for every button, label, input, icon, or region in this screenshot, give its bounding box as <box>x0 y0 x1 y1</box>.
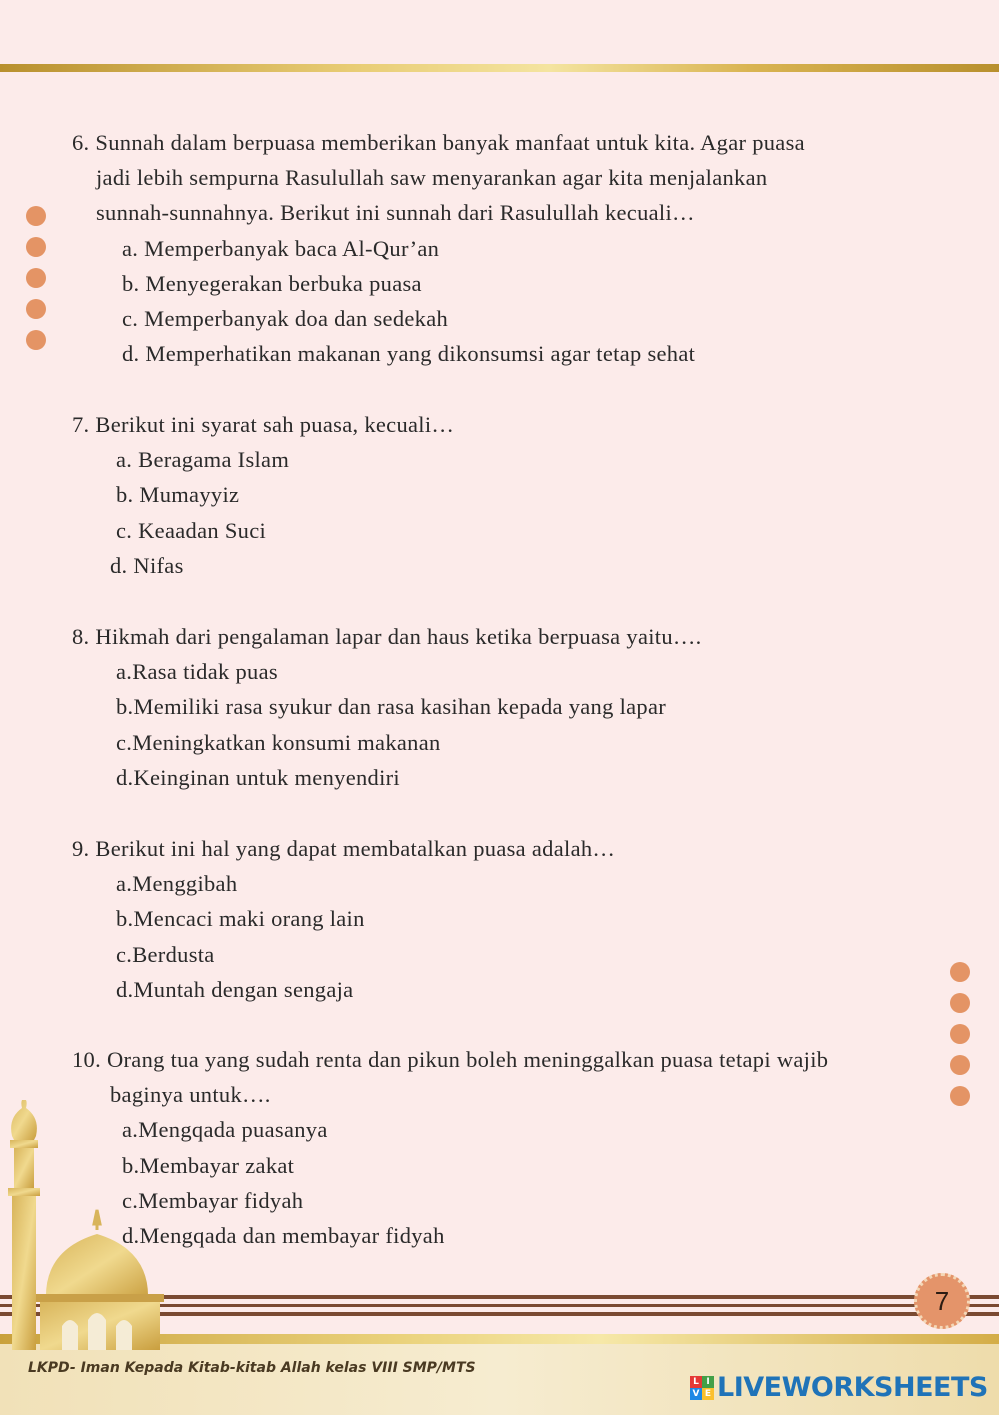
dot-decoration <box>950 1086 970 1106</box>
answer-option-b[interactable]: b.Memiliki rasa syukur dan rasa kasihan kepada yang lapar <box>116 694 667 720</box>
answer-option-b[interactable]: b.Membayar zakat <box>122 1152 295 1178</box>
answer-option-a[interactable]: a.Menggibah <box>116 871 238 897</box>
decorative-dots-right <box>950 962 972 1117</box>
answer-option-b[interactable]: b.Mencaci maki orang lain <box>116 906 365 932</box>
dot-decoration <box>26 206 46 226</box>
answer-option-c[interactable]: c. Memperbanyak doa dan sedekah <box>122 306 449 332</box>
answer-option-b[interactable]: b. Menyegerakan berbuka puasa <box>122 270 422 296</box>
question-text: 8. Hikmah dari pengalaman lapar dan haus ketika berpuasa yaitu…. <box>72 624 702 649</box>
question-text: 6. Sunnah dalam berpuasa memberikan banyak manfaat untuk kita. Agar puasa <box>72 130 805 155</box>
dot-decoration <box>26 299 46 319</box>
question-text: baginya untuk…. <box>110 1082 271 1108</box>
logo-letter: V <box>690 1388 702 1400</box>
question-9 <box>72 831 615 1007</box>
answer-option-c[interactable]: c.Berdusta <box>116 941 215 967</box>
answer-option-c[interactable]: c.Membayar fidyah <box>122 1187 304 1213</box>
page-number: 7 <box>934 1285 950 1316</box>
answer-option-c[interactable]: c. Keaadan Suci <box>116 517 267 543</box>
question-7 <box>72 407 454 583</box>
answer-option-d[interactable]: d.Muntah dengan sengaja <box>116 976 354 1002</box>
answer-option-c[interactable]: c.Meningkatkan konsumi makanan <box>116 729 441 755</box>
answer-option-a[interactable]: a. Memperbanyak baca Al-Qur’an <box>122 235 440 261</box>
answer-option-d[interactable]: d.Keinginan untuk menyendiri <box>116 764 400 790</box>
dot-decoration <box>26 237 46 257</box>
question-text: sunnah-sunnahnya. Berikut ini sunnah dari Rasulullah kecuali… <box>96 200 695 226</box>
page-number-badge <box>914 1273 970 1329</box>
question-6 <box>72 125 805 371</box>
top-gold-divider <box>0 64 999 72</box>
logo-letter: E <box>702 1388 714 1400</box>
brand-name: LIVEWORKSHEETS <box>717 1372 988 1403</box>
question-text: 10. Orang tua yang sudah renta dan pikun boleh meninggalkan puasa tetapi wajib <box>72 1047 829 1072</box>
dot-decoration <box>26 268 46 288</box>
answer-option-d[interactable]: d. Memperhatikan makanan yang dikonsumsi agar tetap sehat <box>122 341 696 367</box>
answer-option-d[interactable]: d.Mengqada dan membayar fidyah <box>122 1223 445 1249</box>
dot-decoration <box>950 1024 970 1044</box>
logo-letter: L <box>690 1376 702 1388</box>
question-8 <box>72 619 702 795</box>
question-text: 9. Berikut ini hal yang dapat membatalkan puasa adalah… <box>72 836 616 861</box>
answer-option-b[interactable]: b. Mumayyiz <box>116 482 240 508</box>
dot-decoration <box>950 962 970 982</box>
answer-option-a[interactable]: a. Beragama Islam <box>116 447 290 473</box>
footer-title: LKPD- Iman Kepada Kitab-kitab Allah kelas VIII SMP/MTS <box>28 1360 476 1376</box>
dot-decoration <box>950 1055 970 1075</box>
mosque-icon <box>0 1100 200 1350</box>
question-text: 7. Berikut ini syarat sah puasa, kecuali… <box>72 412 455 437</box>
question-text: jadi lebih sempurna Rasulullah saw menyarankan agar kita menjalankan <box>96 165 768 191</box>
liveworksheets-logo[interactable] <box>690 1372 988 1403</box>
answer-option-d[interactable]: d. Nifas <box>110 552 184 578</box>
dot-decoration <box>26 330 46 350</box>
logo-letter: I <box>702 1376 714 1388</box>
dot-decoration <box>950 993 970 1013</box>
answer-option-a[interactable]: a.Rasa tidak puas <box>116 659 278 685</box>
answer-option-a[interactable]: a.Mengqada puasanya <box>122 1117 328 1143</box>
liveworksheets-icon <box>690 1376 714 1400</box>
decorative-dots-left <box>26 206 48 361</box>
